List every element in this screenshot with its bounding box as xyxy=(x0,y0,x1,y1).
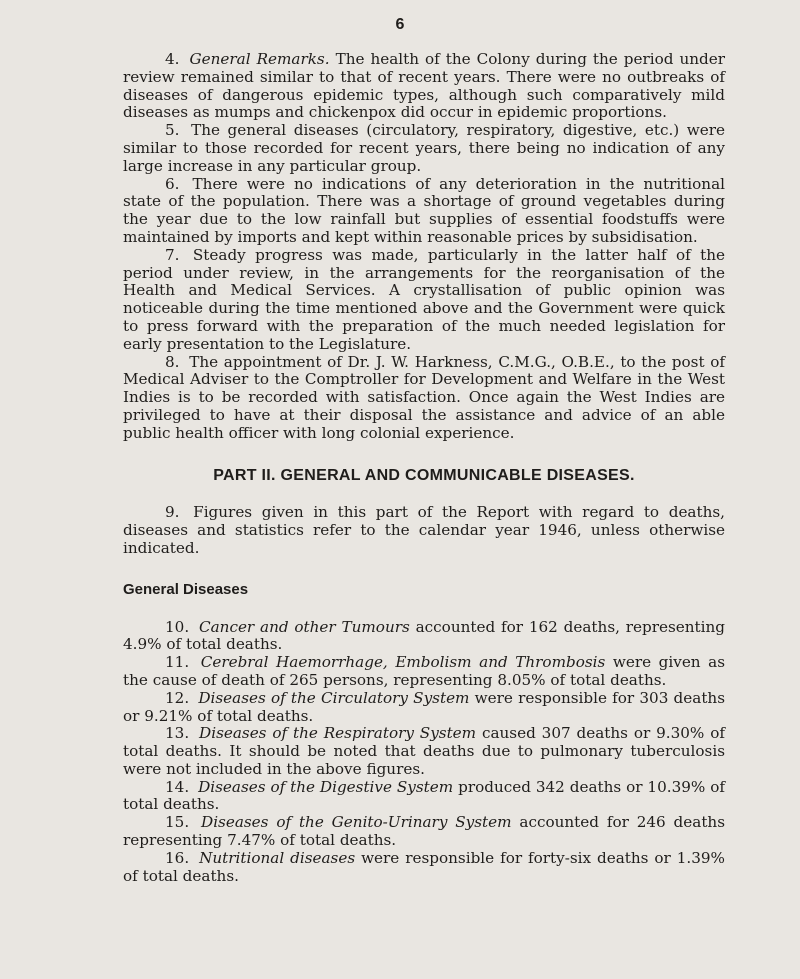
paragraph-text: The health of the Colony during the period under review remained similar to that of recent years. There were no outbreaks of diseases of dangerous epidemic types, although such comparatively mild diseases as mumps and chickenpox did occur in epidemic proportions. xyxy=(123,50,726,122)
paragraph-4 xyxy=(123,51,725,122)
paragraph-text: were responsible for 303 deaths or 9.21% of total deaths. xyxy=(123,688,725,725)
paragraph-text: Steady progress was made, particularly in the latter half of the period under review, in the arrangements for the reorganisation of the Health and Medical Services. A crystallisation of public opinion was noticeable during the time mentioned above and the Government were quick to press forward with the preparation of the much needed legislation for early presentation to the Legislature. xyxy=(123,245,725,353)
paragraph-title: Diseases of the Genito-Urinary System xyxy=(201,813,512,832)
paragraph-number: 13. xyxy=(165,724,190,743)
paragraph-text: caused 307 deaths or 9.30% of total deaths. It should be noted that deaths due to pulmonary tuberculosis were not included in the above figures. xyxy=(123,724,725,778)
paragraph-number: 9. xyxy=(165,503,180,522)
paragraph-number: 5. xyxy=(165,121,180,140)
paragraph-text: The general diseases (circulatory, respiratory, digestive, etc.) were similar to those recorded for recent years, there being no indication of any large increase in any particular group. xyxy=(123,121,725,175)
paragraph-6 xyxy=(123,176,725,247)
part-heading: PART II. GENERAL AND COMMUNICABLE DISEASES. xyxy=(213,466,635,484)
paragraph-number: 7. xyxy=(165,245,180,264)
paragraph-text: produced 342 deaths or 10.39% of total deaths. xyxy=(123,777,726,814)
paragraph-number: 16. xyxy=(165,848,190,867)
paragraph-title: General Remarks. xyxy=(189,50,330,68)
paragraph-13 xyxy=(123,725,725,778)
paragraph-7 xyxy=(123,247,725,354)
paragraph-number: 12. xyxy=(165,688,190,707)
paragraph-5 xyxy=(123,122,725,175)
section-heading: General Diseases xyxy=(123,580,249,598)
paragraph-title: Diseases of the Respiratory System xyxy=(199,724,477,743)
paragraph-text: Figures given in this part of the Report with regard to deaths, diseases and statistics refer to the calendar year 1946, unless otherwise indicated. xyxy=(123,503,725,557)
paragraph-text: were responsible for forty-six deaths or 1.39% of total deaths. xyxy=(123,848,725,885)
paragraph-text: The appointment of Dr. J. W. Harkness, C.M.G., O.B.E., to the post of Medical Adviser to the Comptroller for Development and Welfare in the West Indies is to be recorded with satisfaction. Once again the West Indies are privileged to have at their disposal the assistance and advice of an able public health officer with long colonial experience. xyxy=(123,352,726,442)
paragraph-8 xyxy=(123,354,725,443)
paragraph-12 xyxy=(123,690,725,726)
paragraph-11 xyxy=(123,654,725,690)
paragraph-number: 10. xyxy=(165,617,190,636)
paragraph-text: were given as the cause of death of 265 persons, representing 8.05% of total deaths. xyxy=(123,653,725,689)
paragraph-9 xyxy=(123,504,725,557)
paragraph-number: 15. xyxy=(165,813,190,832)
paragraph-title: Cancer and other Tumours xyxy=(198,617,410,636)
paragraph-number: 11. xyxy=(165,653,190,672)
document-body xyxy=(123,51,725,885)
paragraph-title: Cerebral Haemorrhage, Embolism and Thrombosis xyxy=(200,653,606,672)
paragraph-number: 8. xyxy=(165,352,180,371)
paragraph-title: Diseases of the Digestive System xyxy=(198,777,454,796)
paragraph-14 xyxy=(123,779,725,815)
paragraph-number: 6. xyxy=(165,174,180,193)
paragraph-number: 14. xyxy=(165,777,190,796)
paragraph-15 xyxy=(123,814,725,850)
paragraph-title: Diseases of the Circulatory System xyxy=(198,688,470,707)
paragraph-text: accounted for 246 deaths representing 7.47% of total deaths. xyxy=(123,813,725,850)
page-number: 6 xyxy=(395,16,405,33)
paragraph-text: There were no indications of any deterioration in the nutritional state of the population. There was a shortage of ground vegetables during the year due to the low rainfall but supplies of essential foodstuffs were maintained by imports and kept within reasonable prices by subsidisation. xyxy=(123,174,725,246)
paragraph-title: Nutritional diseases xyxy=(199,848,356,867)
paragraph-16 xyxy=(123,850,725,886)
paragraph-number: 4. xyxy=(165,50,180,68)
paragraph-text: accounted for 162 deaths, representing 4.9% of total deaths. xyxy=(123,617,726,654)
paragraph-10 xyxy=(123,619,725,655)
